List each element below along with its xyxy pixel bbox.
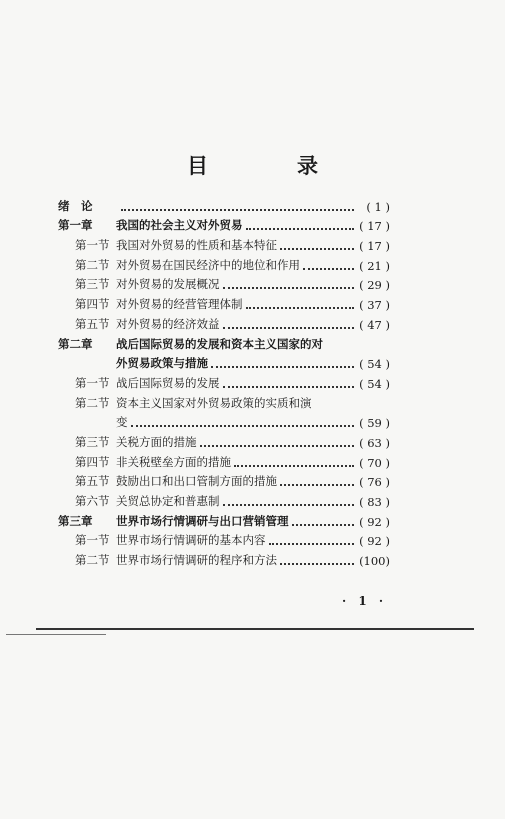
entry-page: ( 70 ) bbox=[359, 455, 390, 470]
toc-entry-section[interactable] bbox=[58, 292, 390, 312]
toc-entry-intro[interactable] bbox=[58, 194, 390, 214]
toc-entry-section[interactable] bbox=[58, 371, 390, 391]
entry-label: 绪 论 bbox=[58, 198, 93, 213]
toc-entry-chapter-2[interactable] bbox=[58, 332, 390, 352]
toc-entry-section[interactable] bbox=[58, 233, 390, 253]
leader-dots bbox=[234, 465, 354, 467]
entry-label: 第一节 bbox=[75, 375, 110, 390]
entry-page: ( 59 ) bbox=[359, 416, 390, 431]
leader-dots bbox=[223, 504, 355, 506]
leader-dots bbox=[223, 386, 355, 388]
entry-page: ( 76 ) bbox=[359, 475, 390, 490]
entry-label: 第一章 bbox=[58, 218, 93, 233]
entry-page: (100) bbox=[359, 554, 390, 569]
entry-label: 第三章 bbox=[58, 513, 93, 528]
leader-dots bbox=[223, 287, 355, 289]
entry-title: 鼓励出口和出口管制方面的措施 bbox=[116, 474, 277, 489]
entry-page: ( 92 ) bbox=[359, 534, 390, 549]
entry-title: 对外贸易的发展概况 bbox=[116, 277, 220, 292]
entry-page: ( 21 ) bbox=[359, 258, 390, 273]
entry-title: 非关税壁垒方面的措施 bbox=[116, 454, 231, 469]
toc-entry-section[interactable] bbox=[58, 273, 390, 293]
leader-dots bbox=[246, 228, 355, 230]
entry-title: 战后国际贸易的发展和资本主义国家的对 bbox=[116, 336, 323, 351]
entry-title: 关贸总协定和普惠制 bbox=[116, 494, 220, 508]
entry-page: ( 17 ) bbox=[359, 239, 390, 254]
entry-label: 第三节 bbox=[75, 277, 110, 292]
toc-entry-section[interactable] bbox=[58, 529, 390, 549]
entry-page: ( 29 ) bbox=[359, 278, 390, 293]
entry-label: 第五节 bbox=[75, 474, 110, 489]
toc-entry-section[interactable] bbox=[58, 548, 390, 568]
toc-entry-section[interactable] bbox=[58, 470, 390, 490]
leader-dots bbox=[280, 484, 354, 486]
toc-entry-chapter-2-continued[interactable] bbox=[58, 352, 390, 372]
leader-dots bbox=[280, 563, 354, 565]
entry-title: 我国对外贸易的性质和基本特征 bbox=[116, 238, 277, 253]
entry-title: 我国的社会主义对外贸易 bbox=[116, 218, 243, 233]
leader-dots bbox=[292, 524, 355, 526]
leader-dots bbox=[200, 445, 355, 447]
leader-dots bbox=[269, 543, 355, 545]
entry-page: ( 92 ) bbox=[359, 514, 390, 529]
entry-page: ( 63 ) bbox=[359, 435, 390, 450]
entry-title: 世界市场行情调研与出口营销管理 bbox=[116, 513, 289, 528]
entry-label: 第二章 bbox=[58, 336, 93, 351]
toc-entry-chapter-3[interactable] bbox=[58, 509, 390, 529]
entry-title: 资本主义国家对外贸易政策的实质和演 bbox=[116, 395, 312, 410]
leader-dots bbox=[246, 307, 355, 309]
footer-rule-faint bbox=[6, 634, 106, 635]
entry-label: 第一节 bbox=[75, 238, 110, 253]
toc-entry-section[interactable] bbox=[58, 450, 390, 470]
toc-entry-section[interactable] bbox=[58, 253, 390, 273]
entry-label: 第二节 bbox=[75, 395, 110, 410]
entry-title-continued: 变 bbox=[116, 415, 128, 430]
entry-title: 世界市场行情调研的基本内容 bbox=[116, 533, 266, 548]
entry-title: 战后国际贸易的发展 bbox=[116, 375, 220, 390]
leader-dots bbox=[223, 327, 355, 329]
toc-entry-section[interactable] bbox=[58, 489, 390, 509]
entry-label: 第二节 bbox=[75, 257, 110, 272]
table-of-contents bbox=[58, 194, 390, 568]
footer-rule bbox=[36, 628, 474, 630]
entry-page: ( 17 ) bbox=[359, 219, 390, 234]
entry-page: ( 54 ) bbox=[359, 357, 390, 372]
leader-dots bbox=[303, 268, 354, 270]
entry-label: 第一节 bbox=[75, 533, 110, 548]
entry-page: ( 1 ) bbox=[366, 199, 390, 214]
entry-title: 关税方面的措施 bbox=[116, 434, 197, 449]
entry-page: ( 37 ) bbox=[359, 298, 390, 313]
page-title: 目 录 bbox=[187, 153, 352, 178]
entry-page: ( 47 ) bbox=[359, 317, 390, 332]
leader-dots bbox=[211, 366, 354, 368]
entry-title: 世界市场行情调研的程序和方法 bbox=[116, 553, 277, 568]
toc-entry-section[interactable] bbox=[58, 391, 390, 411]
entry-page: ( 83 ) bbox=[359, 495, 390, 509]
toc-entry-section[interactable] bbox=[58, 430, 390, 450]
entry-page: ( 54 ) bbox=[359, 376, 390, 391]
leader-dots bbox=[280, 248, 354, 250]
toc-entry-section-continued[interactable] bbox=[58, 411, 390, 431]
entry-label: 第五节 bbox=[75, 316, 110, 331]
leader-dots bbox=[121, 209, 354, 211]
entry-label: 第四节 bbox=[75, 297, 110, 312]
entry-title: 对外贸易的经济效益 bbox=[116, 316, 220, 331]
page-number: · 1 · bbox=[342, 594, 388, 608]
entry-title: 对外贸易在国民经济中的地位和作用 bbox=[116, 257, 300, 272]
entry-title-continued: 外贸易政策与措施 bbox=[116, 356, 208, 371]
entry-label: 第六节 bbox=[75, 494, 110, 508]
toc-entry-section[interactable] bbox=[58, 312, 390, 332]
leader-dots bbox=[131, 425, 355, 427]
entry-label: 第二节 bbox=[75, 553, 110, 568]
toc-entry-chapter-1[interactable] bbox=[58, 214, 390, 234]
entry-label: 第三节 bbox=[75, 434, 110, 449]
entry-label: 第四节 bbox=[75, 454, 110, 469]
entry-title: 对外贸易的经营管理体制 bbox=[116, 297, 243, 312]
